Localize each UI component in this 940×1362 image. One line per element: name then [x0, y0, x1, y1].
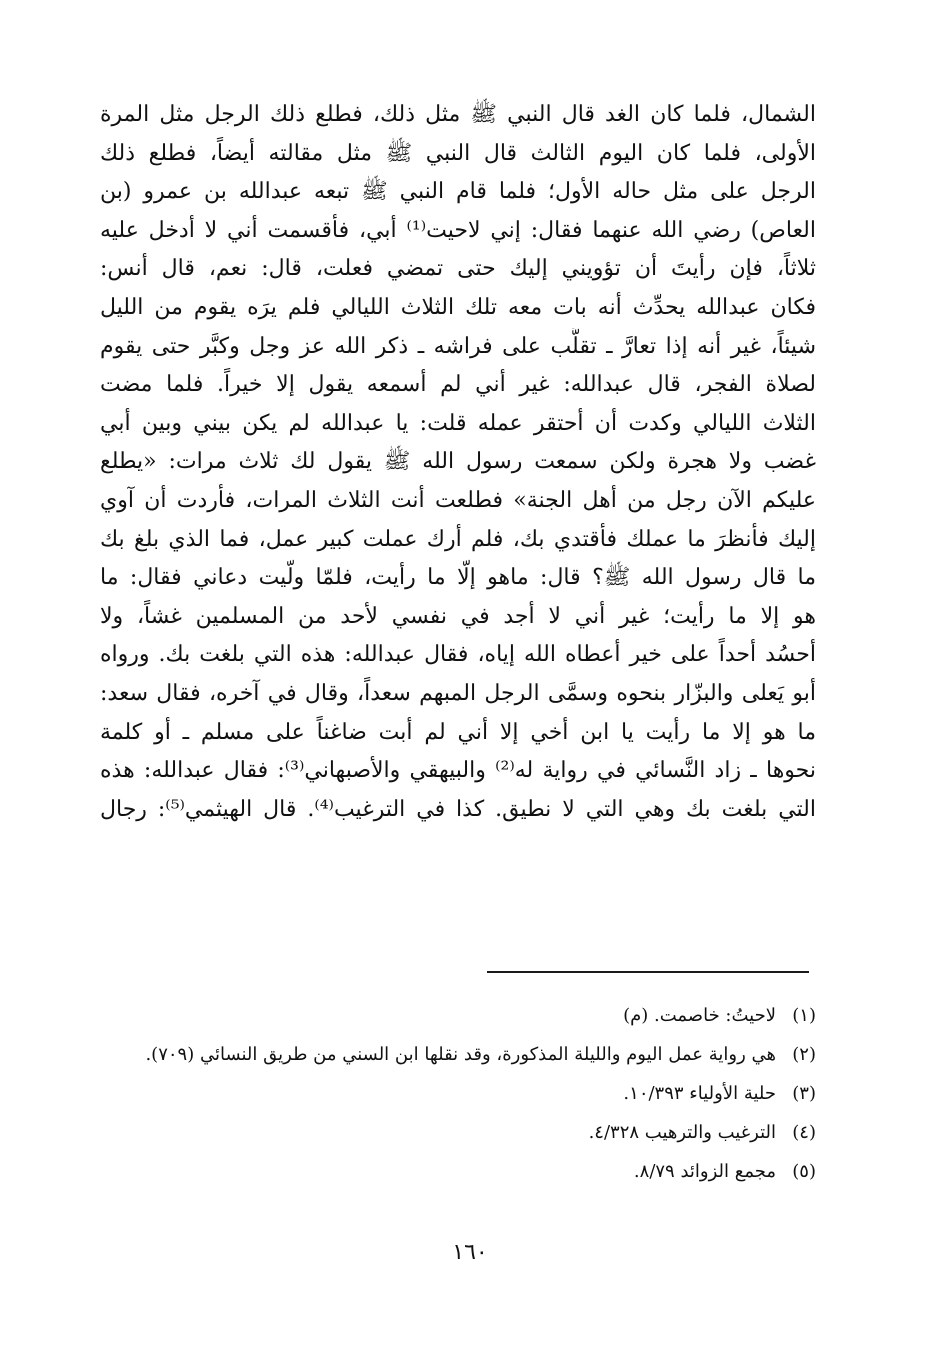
text-line: هو إلا ما رأيت؛ غير أني لا أجد في نفسي لأحد من المسلمين غشاً، ولا — [100, 603, 816, 629]
footnote-text: الترغيب والترهيب ٤/٣٢٨. — [588, 1122, 776, 1143]
footnote-text: مجمع الزوائد ٨/٧٩. — [633, 1161, 776, 1182]
footnote-number: (٤) — [792, 1122, 816, 1143]
footnote-text: لاحيتُ: خاصمت. (م) — [623, 1005, 776, 1026]
text-line: فكان عبدالله يحدِّث أنه بات معه تلك الثلاث الليالي فلم يرَه يقوم من الليل — [100, 294, 816, 320]
text-line: الشمال، فلما كان الغد قال النبي ﷺ مثل ذلك، فطلع ذلك الرجل مثل المرة — [100, 102, 816, 127]
text-line: عليكم الآن رجل من أهل الجنة» فطلعت أنت الثلاث المرات، فأردت أن آوي — [100, 487, 816, 513]
footnotes — [100, 1000, 816, 1195]
footnote-text: هي رواية عمل اليوم والليلة المذكورة، وقد نقلها ابن السني من طريق النسائي (٧٠٩). — [145, 1044, 776, 1065]
text-line: العاص) رضي الله عنهما فقال: إني لاحيت⁽¹⁾ أبي، فأقسمت أني لا أدخل عليه — [100, 217, 816, 243]
text-line: غضب ولا هجرة ولكن سمعت رسول الله ﷺ يقول لك ثلاث مرات: «يطلع — [100, 449, 816, 475]
text-line: إليك فأنظرَ ما عملك فأقتدي بك، فلم أرك عملت كبير عمل، فما الذي بلغ بك — [100, 526, 816, 552]
footnote-number: (٣) — [792, 1083, 816, 1104]
text-line: ثلاثاً، فإن رأيتَ أن تؤويني إليك حتى تمضي فعلت، قال: نعم، قال أنس: — [100, 256, 816, 282]
footnote-number: (١) — [792, 1005, 816, 1026]
text-line: أبو يَعلى والبزّار بنحوه وسمَّى الرجل المبهم سعداً، وقال في آخره، فقال سعد: — [100, 680, 816, 706]
footnote — [100, 1000, 816, 1032]
text-line: الأولى، فلما كان اليوم الثالث قال النبي ﷺ مثل مقالته أيضاً، فطلع ذلك — [100, 140, 816, 166]
text-line: أحسُد أحداً على خير أعطاه الله إياه، فقال عبدالله: هذه التي بلغت بك. ورواه — [100, 642, 816, 668]
footnote-text: حلية الأولياء ١٠/٣٩٣. — [623, 1083, 776, 1104]
footnote-number: (٢) — [792, 1044, 816, 1065]
footnote — [100, 1156, 816, 1188]
footnote-number: (٥) — [792, 1161, 816, 1182]
text-line: لصلاة الفجر، قال عبدالله: غير أني لم أسمعه يقول إلا خيراً. فلما مضت — [100, 372, 816, 398]
page-number: ١٦٠ — [452, 1240, 488, 1265]
text-line: ما قال رسول الله ﷺ؟ قال: ماهو إلّا ما رأيت، فلمّا ولّيت دعاني فقال: ما — [100, 565, 816, 591]
footnote — [100, 1039, 816, 1071]
text-line: الثلاث الليالي وكدت أن أحتقر عمله قلت: يا عبدالله لم يكن بيني وبين أبي — [100, 410, 816, 436]
text-line: الرجل على مثل حاله الأول؛ فلما قام النبي ﷺ تبعه عبدالله بن عمرو (بن — [100, 179, 816, 205]
footnote-separator — [487, 971, 809, 973]
text-line: نحوها ـ زاد النَّسائي في رواية له⁽²⁾ والبيهقي والأصبهاني⁽³⁾: فقال عبدالله: هذه — [100, 758, 816, 784]
body-text — [100, 96, 816, 829]
text-line: ما هو إلا ما رأيت يا ابن أخي إلا أني لم أبت ضاغناً على مسلم ـ أو كلمة — [100, 719, 816, 745]
text-line: التي بلغت بك وهي التي لا نطيق. كذا في الترغيب⁽⁴⁾. قال الهيثمي⁽⁵⁾: رجال — [100, 796, 816, 822]
footnote — [100, 1117, 816, 1149]
footnote — [100, 1078, 816, 1110]
text-line: شيئاً، غير أنه إذا تعارَّ ـ تقلَّب على فراشه ـ ذكر الله عز وجل وكبَّر حتى يقوم — [100, 333, 816, 359]
